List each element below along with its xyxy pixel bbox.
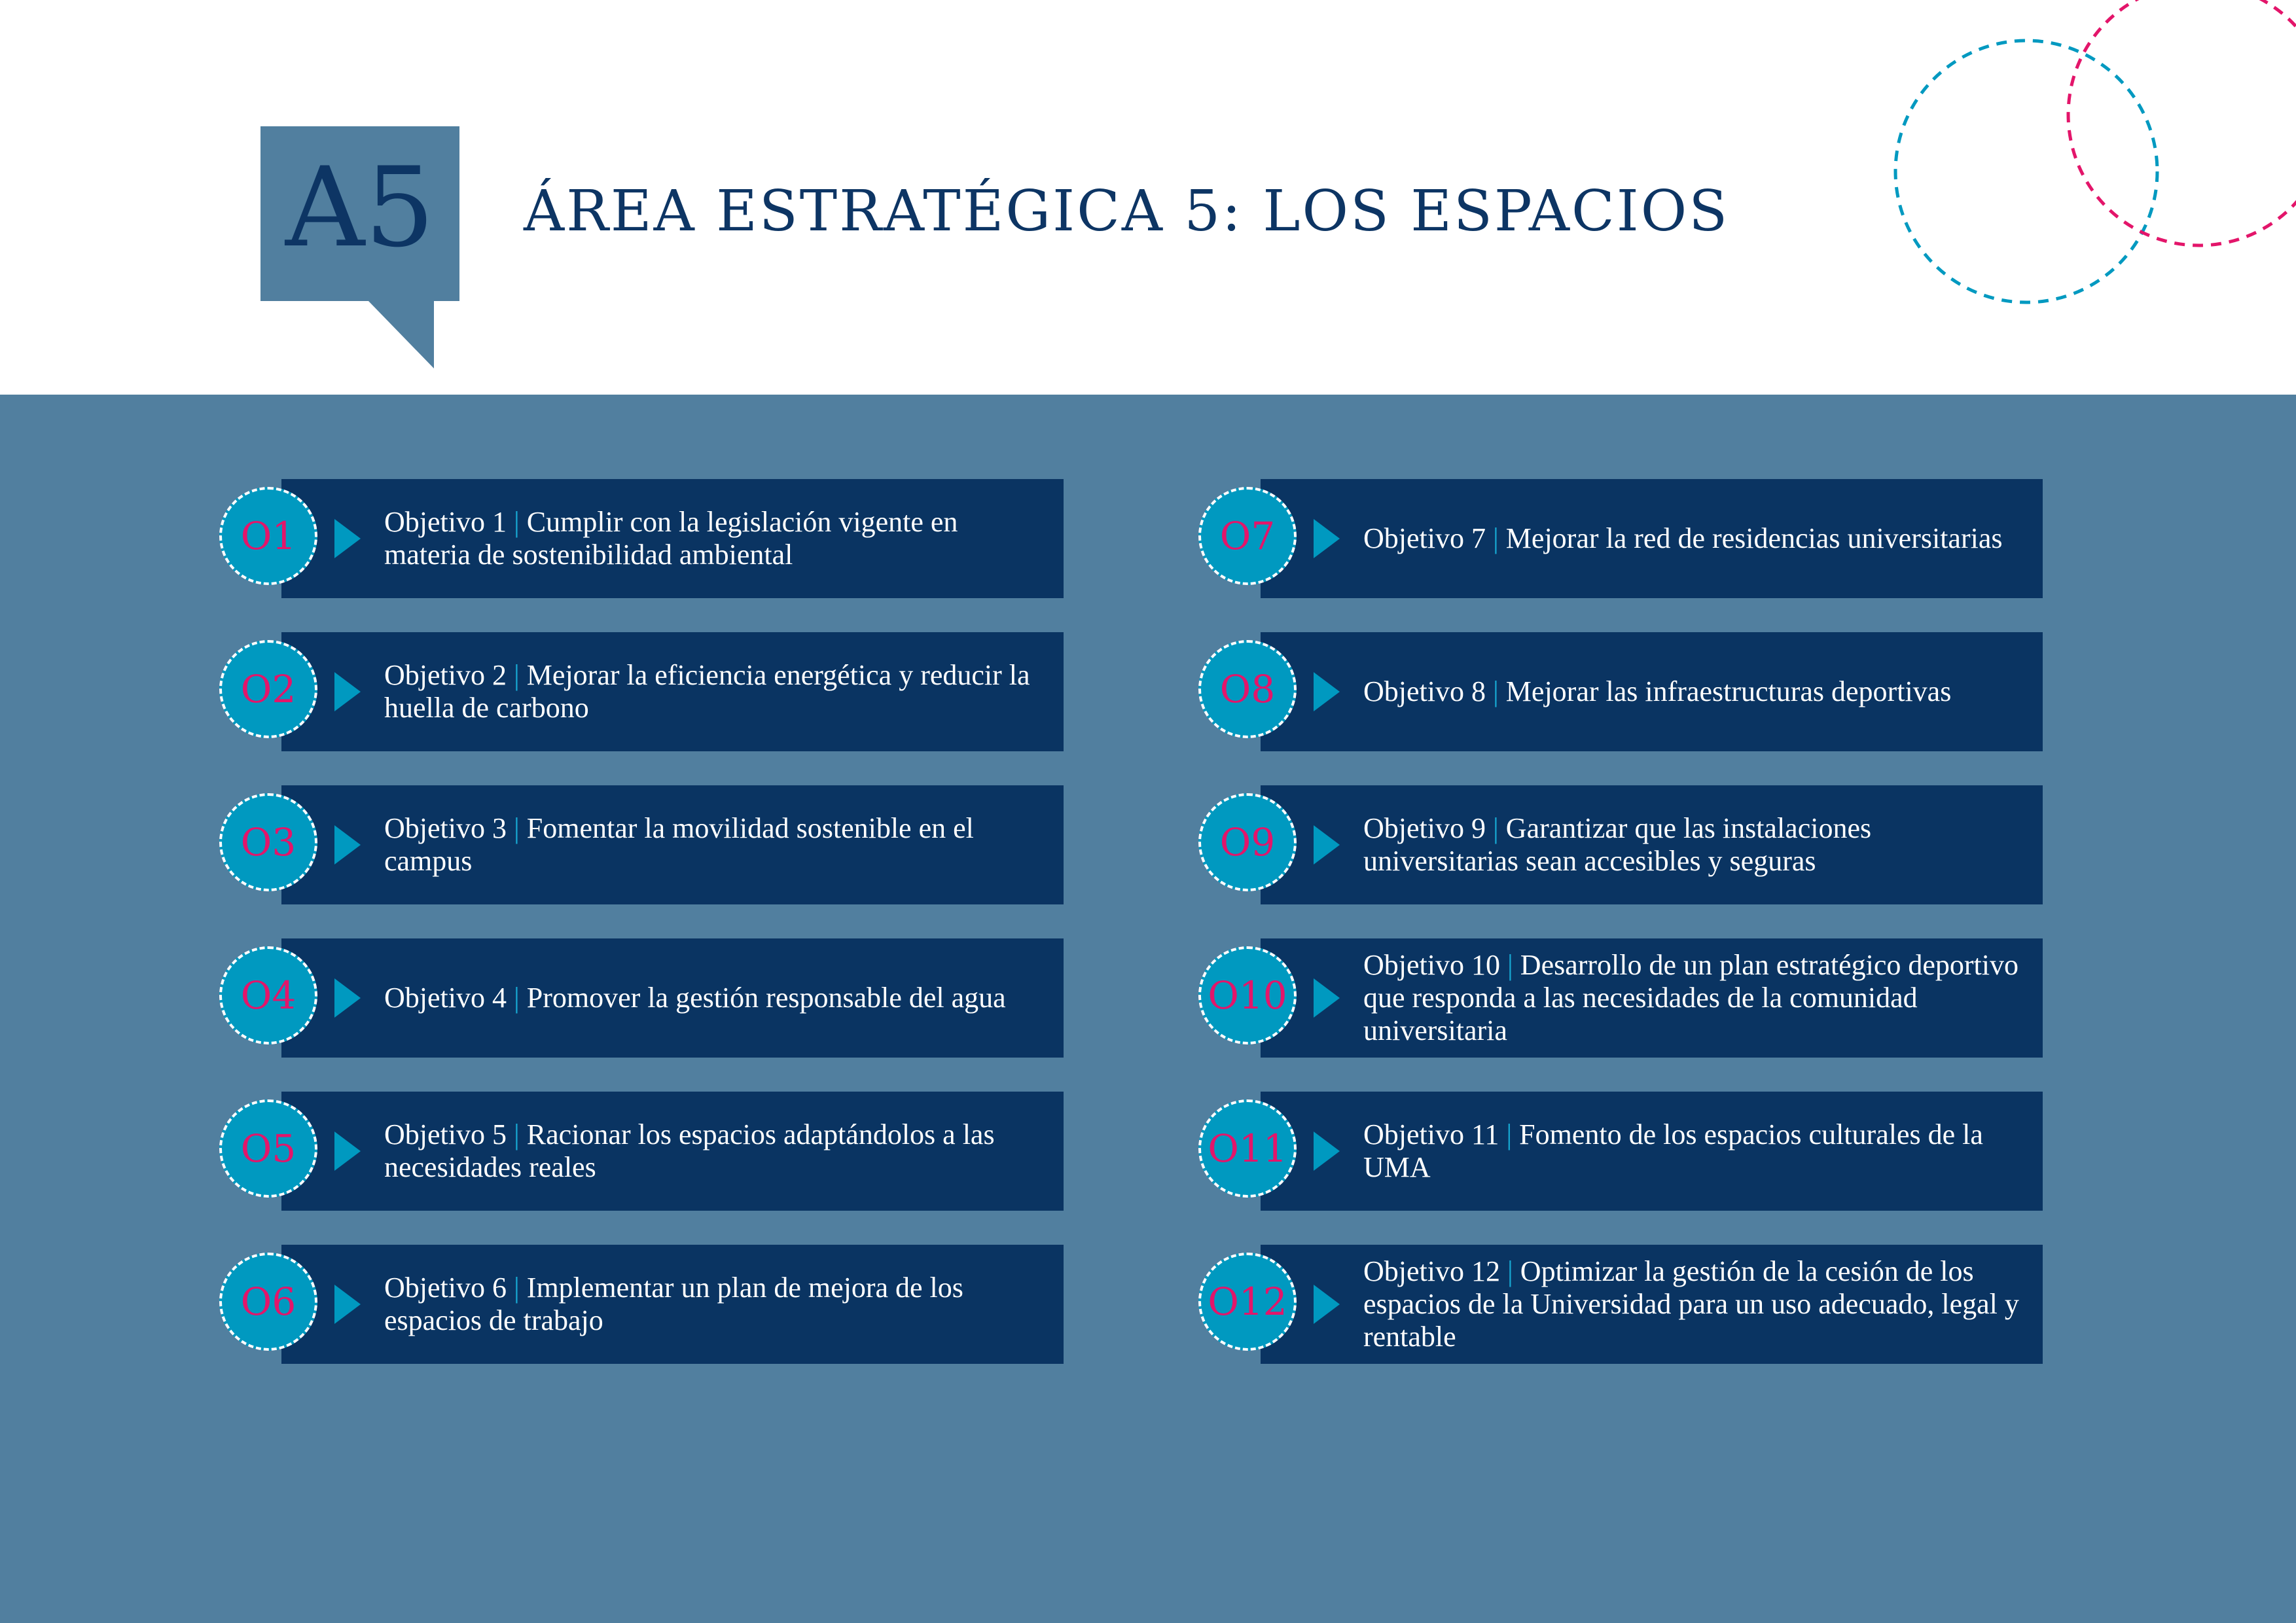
objective-label: Objetivo 2: [384, 659, 507, 691]
objective-separator: |: [1506, 1118, 1513, 1150]
objective-code: O4: [240, 973, 296, 1018]
play-arrow-icon: [334, 672, 361, 711]
objective-text: [1363, 785, 2024, 904]
objective-text: [384, 479, 1045, 598]
objective-label: Objetivo 5: [384, 1118, 507, 1150]
objective-description: Desarrollo de un plan estratégico deportivo que responda a las necesidades de la comunidad universitaria: [1363, 949, 2018, 1046]
objective-text: [1363, 1245, 2024, 1364]
objective-label: Objetivo 10: [1363, 949, 1500, 981]
objective-card: [219, 938, 1044, 1058]
objective-code-circle: [1198, 640, 1297, 738]
objective-description: Mejorar la eficiencia energética y reducir la huella de carbono: [384, 659, 1030, 724]
objective-code: O7: [1219, 514, 1276, 558]
objective-text: [1363, 938, 2024, 1058]
objective-description: Fomentar la movilidad sostenible en el campus: [384, 812, 974, 877]
play-arrow-icon: [334, 1132, 361, 1171]
objective-code: O1: [240, 514, 296, 558]
play-arrow-icon: [334, 519, 361, 558]
objective-code-circle: [1198, 1253, 1297, 1351]
objective-description: Optimizar la gestión de la cesión de los espacios de la Universidad para un uso adecuado, legal y rentable: [1363, 1255, 2019, 1353]
objective-label: Objetivo 6: [384, 1272, 507, 1304]
area-badge: [260, 126, 459, 368]
objective-code-circle: [1198, 1099, 1297, 1198]
objective-label: Objetivo 9: [1363, 812, 1486, 844]
objective-code-circle: [219, 1099, 317, 1198]
objective-card: [219, 1092, 1044, 1211]
objective-label: Objetivo 4: [384, 982, 507, 1014]
objective-card: [219, 479, 1044, 598]
objective-code-circle: [1198, 793, 1297, 891]
objective-code-circle: [219, 487, 317, 585]
area-badge-label: A5: [285, 143, 435, 272]
play-arrow-icon: [334, 1285, 361, 1324]
play-arrow-icon: [1314, 1285, 1340, 1324]
objective-separator: |: [1492, 812, 1499, 844]
objective-description: Implementar un plan de mejora de los espacios de trabajo: [384, 1272, 963, 1336]
page-title: ÁREA ESTRATÉGICA 5: LOS ESPACIOS: [524, 179, 1730, 244]
objective-code: O12: [1208, 1279, 1287, 1324]
objective-label: Objetivo 8: [1363, 675, 1486, 707]
objective-description: Garantizar que las instalaciones universitarias sean accesibles y seguras: [1363, 812, 1872, 877]
objective-label: Objetivo 11: [1363, 1118, 1499, 1150]
dashed-circles-decoration: [1885, 0, 2296, 308]
objective-text: [384, 785, 1045, 904]
objective-code-circle: [1198, 487, 1297, 585]
objective-description: Racionar los espacios adaptándolos a las necesidades reales: [384, 1118, 995, 1183]
objective-text: [1363, 479, 2024, 598]
objective-label: Objetivo 1: [384, 506, 507, 538]
objective-description: Cumplir con la legislación vigente en materia de sostenibilidad ambiental: [384, 506, 958, 571]
objective-card: [1198, 479, 2023, 598]
objective-code: O6: [240, 1279, 296, 1324]
objective-text: [384, 938, 1045, 1058]
play-arrow-icon: [1314, 672, 1340, 711]
objective-label: Objetivo 3: [384, 812, 507, 844]
objective-card: [1198, 1092, 2023, 1211]
objective-card: [219, 785, 1044, 904]
objective-separator: |: [513, 982, 520, 1014]
play-arrow-icon: [1314, 978, 1340, 1018]
objective-description: Mejorar la red de residencias universitarias: [1505, 522, 2003, 554]
objective-code-circle: [1198, 946, 1297, 1044]
objective-separator: |: [1492, 522, 1499, 554]
objective-separator: |: [513, 1118, 520, 1150]
objective-text: [384, 1092, 1045, 1211]
objective-code: O8: [1219, 667, 1276, 711]
objective-code: O11: [1208, 1126, 1287, 1171]
play-arrow-icon: [1314, 1132, 1340, 1171]
objective-code-circle: [219, 946, 317, 1044]
objective-code-circle: [219, 1253, 317, 1351]
objective-label: Objetivo 7: [1363, 522, 1486, 554]
objective-card: [1198, 632, 2023, 751]
objective-card: [1198, 1245, 2023, 1364]
objective-code-circle: [219, 793, 317, 891]
objective-code: O9: [1219, 820, 1276, 865]
objective-card: [219, 1245, 1044, 1364]
objective-label: Objetivo 12: [1363, 1255, 1500, 1287]
objective-code: O3: [240, 820, 296, 865]
objective-code: O2: [240, 667, 296, 711]
play-arrow-icon: [1314, 519, 1340, 558]
objective-description: Fomento de los espacios culturales de la UMA: [1363, 1118, 1983, 1183]
objective-description: Promover la gestión responsable del agua: [526, 982, 1006, 1014]
objective-code: O10: [1208, 973, 1287, 1018]
objective-separator: |: [1492, 675, 1499, 707]
objective-text: [1363, 632, 2024, 751]
objective-text: [384, 632, 1045, 751]
objective-text: [384, 1245, 1045, 1364]
objective-card: [219, 632, 1044, 751]
objective-separator: |: [1507, 949, 1513, 981]
objective-separator: |: [513, 506, 520, 538]
objective-separator: |: [513, 812, 520, 844]
play-arrow-icon: [334, 825, 361, 865]
objective-separator: |: [513, 659, 520, 691]
objective-description: Mejorar las infraestructuras deportivas: [1505, 675, 1952, 707]
play-arrow-icon: [1314, 825, 1340, 865]
objective-code: O5: [240, 1126, 296, 1171]
page-header: [0, 0, 2296, 395]
objective-code-circle: [219, 640, 317, 738]
objective-text: [1363, 1092, 2024, 1211]
objective-separator: |: [1507, 1255, 1513, 1287]
objective-card: [1198, 938, 2023, 1058]
objective-separator: |: [513, 1272, 520, 1304]
objective-card: [1198, 785, 2023, 904]
play-arrow-icon: [334, 978, 361, 1018]
